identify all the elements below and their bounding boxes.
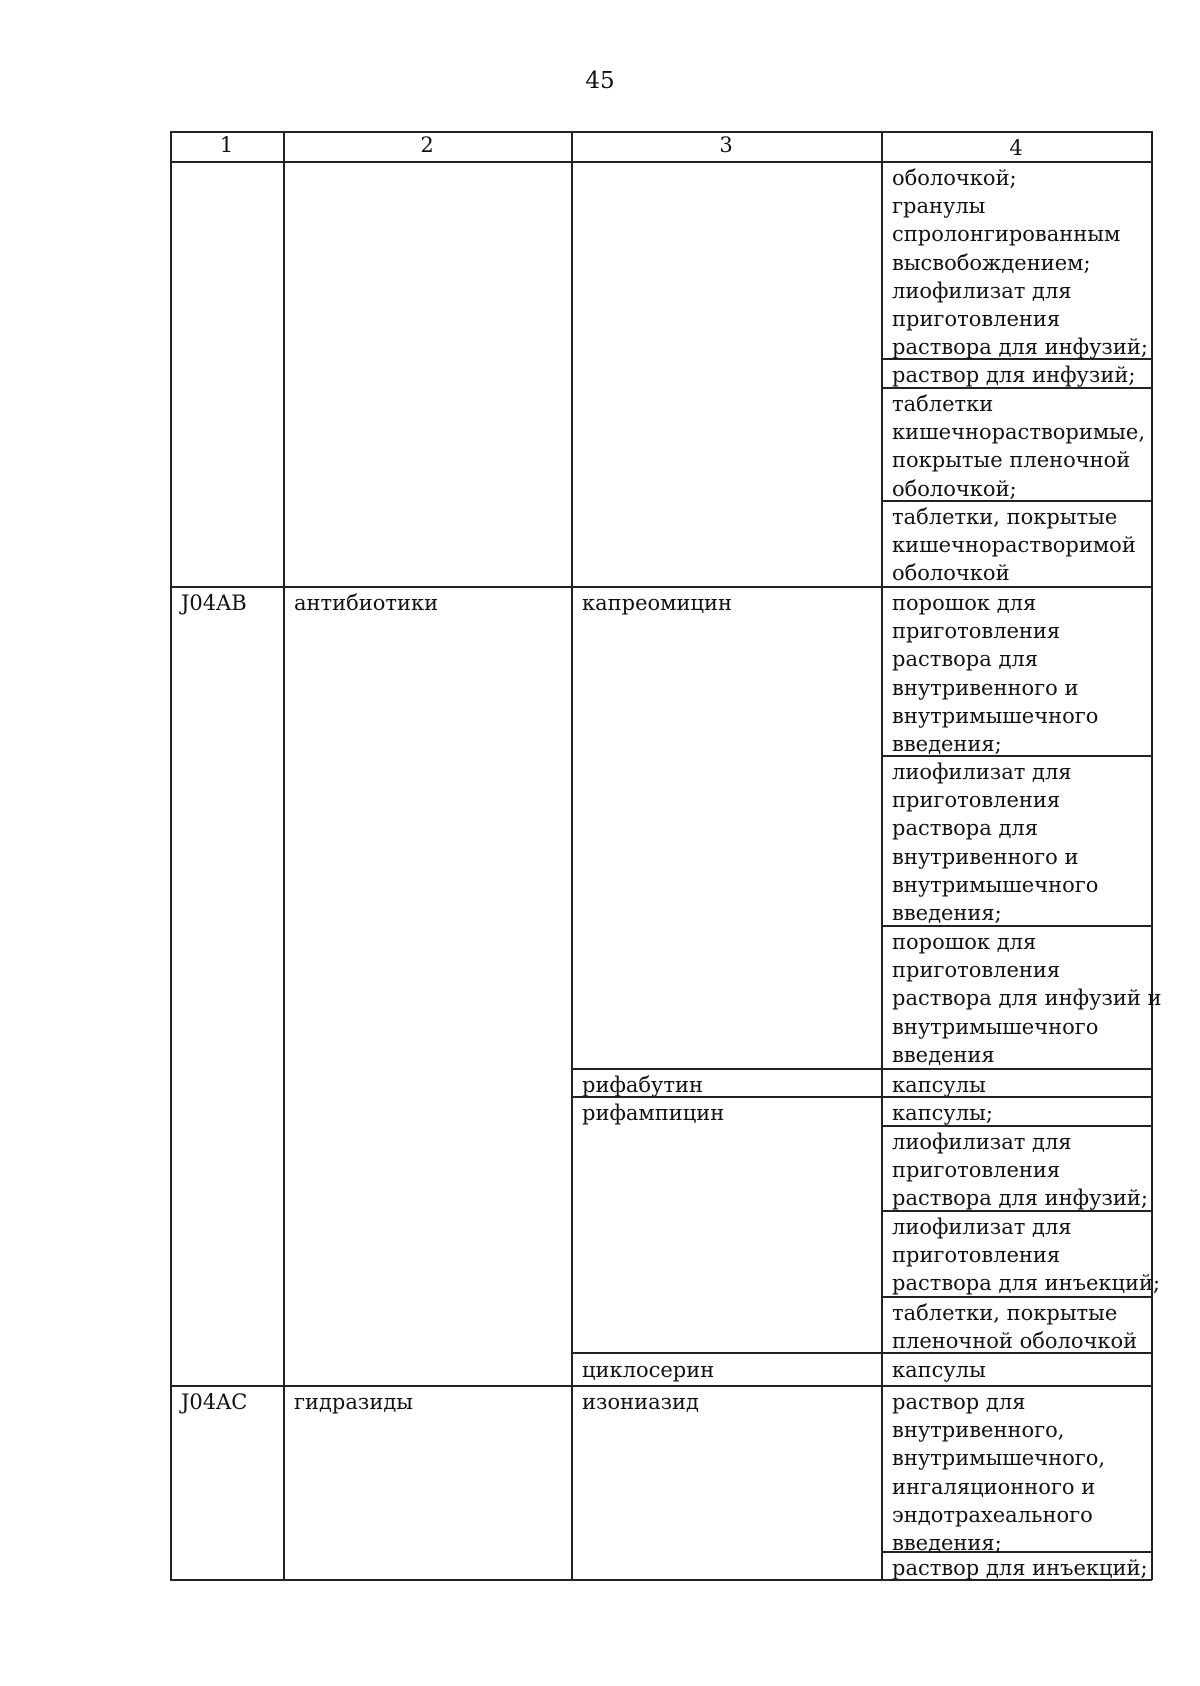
dosage-form-cell: порошок для приготовления раствора для внутривенного и внутримышечного введения; [892, 591, 1099, 757]
dosage-form-cell: капсулы [892, 1073, 986, 1097]
atc-code-cell: J04AB [181, 591, 247, 615]
grid-line-h [170, 131, 1152, 133]
atc-code-cell: J04AC [181, 1390, 248, 1414]
dosage-form-cell: таблетки, покрытые пленочной оболочкой [892, 1301, 1138, 1354]
header-col-3: 3 [719, 133, 733, 157]
drug-name-cell: рифампицин [582, 1101, 725, 1125]
group-name-cell: гидразиды [294, 1390, 413, 1414]
grid-line-v [1151, 131, 1153, 1580]
page-number: 45 [585, 68, 615, 94]
dosage-form-cell: раствор для инъекций; [892, 1556, 1148, 1580]
drug-name-cell: рифабутин [582, 1073, 704, 1097]
grid-line-v [881, 131, 883, 1580]
grid-line-v [571, 131, 573, 1580]
dosage-form-cell: таблетки, покрытые кишечнорастворимой оболочкой [892, 505, 1136, 586]
dosage-form-cell: лиофилизат для приготовления раствора для внутривенного и внутримышечного введения; [892, 760, 1099, 926]
dosage-form-cell: раствор для инфузий; [892, 363, 1136, 387]
drug-name-cell: капреомицин [582, 591, 732, 615]
header-col-1: 1 [219, 133, 234, 157]
dosage-form-cell: капсулы; [892, 1101, 993, 1125]
header-col-4: 4 [1009, 136, 1023, 160]
grid-line-v [170, 131, 172, 1580]
dosage-form-cell: оболочкой; гранулы спролонгированным высвобождением; лиофилизат для приготовления раствора для инфузий; [892, 166, 1148, 360]
dosage-form-cell: порошок для приготовления раствора для инфузий и внутримышечного введения [892, 930, 1162, 1067]
dosage-form-cell: таблетки кишечнорастворимые, покрытые пленочной оболочкой; [892, 392, 1145, 501]
dosage-form-cell: лиофилизат для приготовления раствора для инъекций; [892, 1215, 1161, 1296]
drug-name-cell: циклосерин [582, 1358, 715, 1382]
dosage-form-cell: раствор для внутривенного, внутримышечного, ингаляционного и эндотрахеального введения; [892, 1390, 1106, 1556]
dosage-form-cell: капсулы [892, 1358, 986, 1382]
grid-line-h [170, 161, 1152, 163]
grid-line-v [283, 131, 285, 1580]
dosage-form-cell: лиофилизат для приготовления раствора для инфузий; [892, 1130, 1148, 1211]
drug-name-cell: изониазид [582, 1390, 699, 1414]
grid-line-h [170, 1385, 1152, 1387]
header-col-2: 2 [420, 133, 434, 157]
group-name-cell: антибиотики [294, 591, 439, 615]
